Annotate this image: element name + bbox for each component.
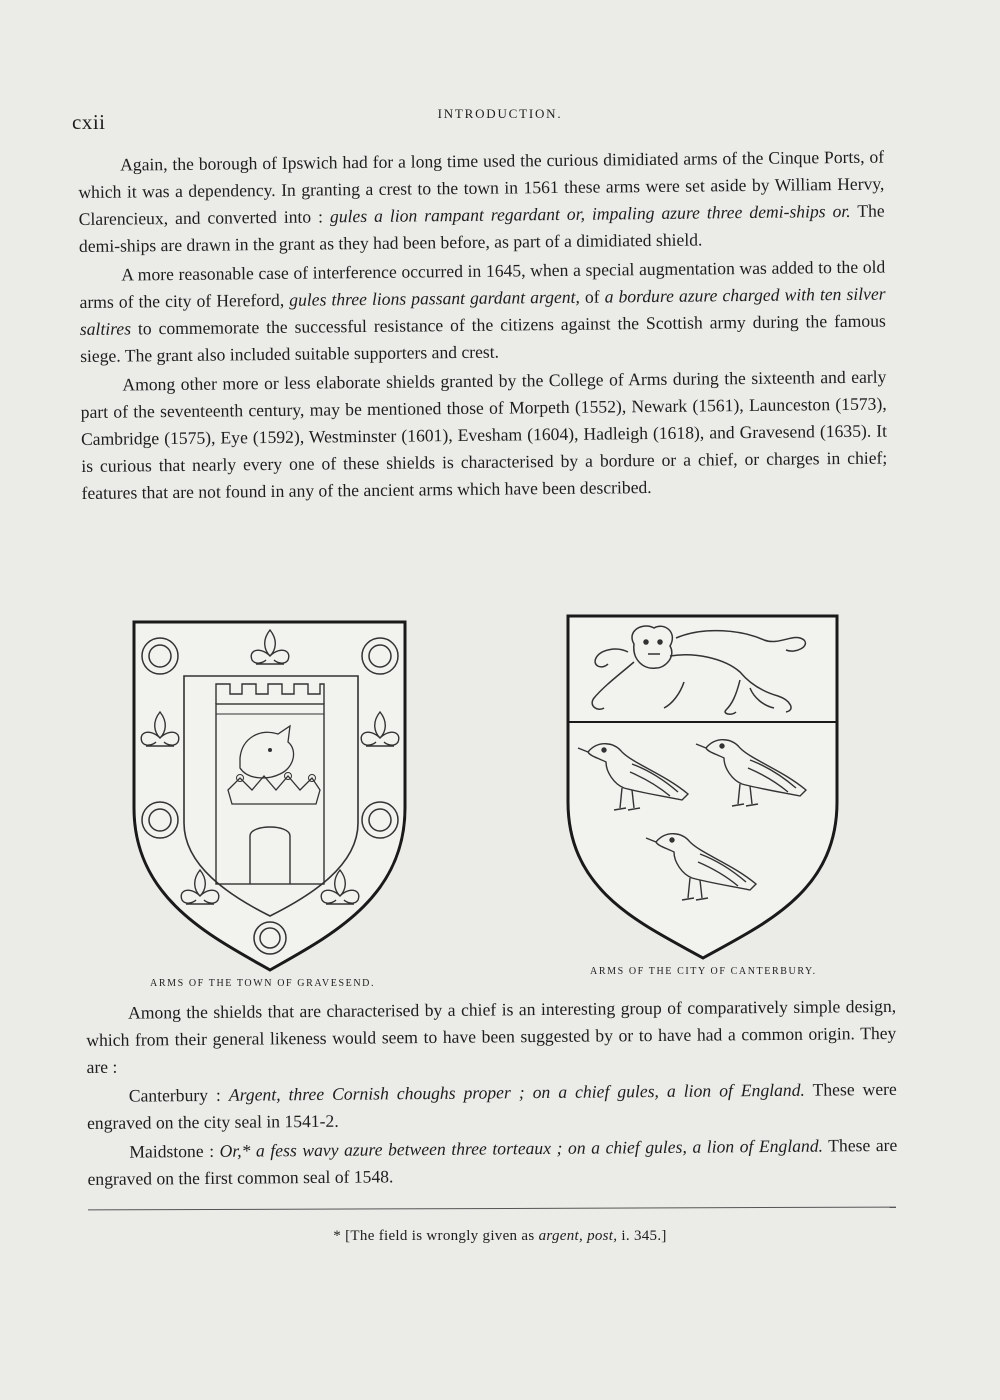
italic-text-segment: Argent, three Cornish choughs proper ; on a chief gules, a lion of England. xyxy=(228,1079,805,1105)
footnote xyxy=(0,1228,1000,1245)
body-text-top xyxy=(78,144,888,507)
text-segment: Again, the borough of Ipswich had for a long time used the curious dimidiated arms of the Cinque Ports, of which it was a dependency. In granting a crest to the town in 1561 these arms were set aside by William Hervy, Clarencieux, and converted into : xyxy=(78,146,885,229)
gravesend-arms-figure xyxy=(130,618,410,974)
canterbury-shield-icon xyxy=(564,612,842,962)
text-segment: Among other more or less elaborate shields granted by the College of Arms during the sixteenth and early part of the seventeenth century, may be mentioned those of Morpeth (1552), Newark (1561), Launceston (1573), Cambridge (1575), Eye (1592), Westminster (1601), Evesham (1604), Hadleigh (1618), and Gravesend (1635). It is curious that nearly every one of these shields is characterised by a bordure or a chief, or charges in chief; features that are not found in any of the ancient arms which have been described. xyxy=(80,366,888,503)
paragraph-college-of-arms xyxy=(80,364,887,507)
text-segment: These are engraved on the first common seal of 1548. xyxy=(87,1134,898,1189)
text-segment: Maidstone : xyxy=(129,1140,220,1162)
text-segment: These were engraved on the city seal in 1541-2. xyxy=(86,1078,897,1133)
paragraph-maidstone xyxy=(87,1132,897,1193)
paragraph-hereford xyxy=(79,254,886,370)
running-head: INTRODUCTION. xyxy=(437,106,563,121)
canterbury-caption: ARMS OF THE CITY OF CANTERBURY. xyxy=(590,966,817,977)
text-segment: i. 345.] xyxy=(617,1228,667,1244)
body-text-bottom xyxy=(86,993,898,1193)
italic-text-segment: Or,* a fess wavy azure between three torteaux ; on a chief gules, a lion of England. xyxy=(219,1135,824,1161)
gravesend-caption: ARMS OF THE TOWN OF GRAVESEND. xyxy=(150,978,376,989)
text-segment: The demi-ships are drawn in the grant as they had been before, as part of a dimidiated shield. xyxy=(78,200,885,256)
paragraph-ipswich xyxy=(78,144,885,260)
italic-text-segment: gules three lions passant gardant argent, xyxy=(289,286,580,310)
italic-text-segment: gules a lion rampant regardant or, impaling azure three demi-ships or. xyxy=(329,200,851,227)
text-segment: of xyxy=(579,286,605,307)
canterbury-arms-figure xyxy=(564,612,842,962)
text-segment: Canterbury : xyxy=(128,1084,230,1106)
paragraph-chief-group xyxy=(86,993,897,1081)
paragraph-canterbury xyxy=(87,1076,897,1137)
text-segment: to commemorate the successful resistance of the citizens against the Scottish army during the famous siege. The grant also included suitable supporters and crest. xyxy=(80,310,886,366)
text-segment: * [The field is wrongly given as xyxy=(333,1228,539,1244)
text-segment: A more reasonable case of interference occurred in 1645, when a special augmentation was added to the old arms of the city of Hereford, xyxy=(79,256,886,312)
footnote-divider xyxy=(88,1207,896,1211)
text-segment: Among the shields that are characterised by a chief is an interesting group of comparatively simple design, which from their general likeness would seem to have been suggested by or to have had a common origin. They are : xyxy=(86,995,897,1077)
italic-text-segment: argent, post, xyxy=(538,1228,618,1244)
gravesend-shield-icon xyxy=(130,618,410,974)
page-number: cxii xyxy=(72,110,106,134)
italic-text-segment: a bordure azure charged with ten silver saltires xyxy=(79,283,886,339)
